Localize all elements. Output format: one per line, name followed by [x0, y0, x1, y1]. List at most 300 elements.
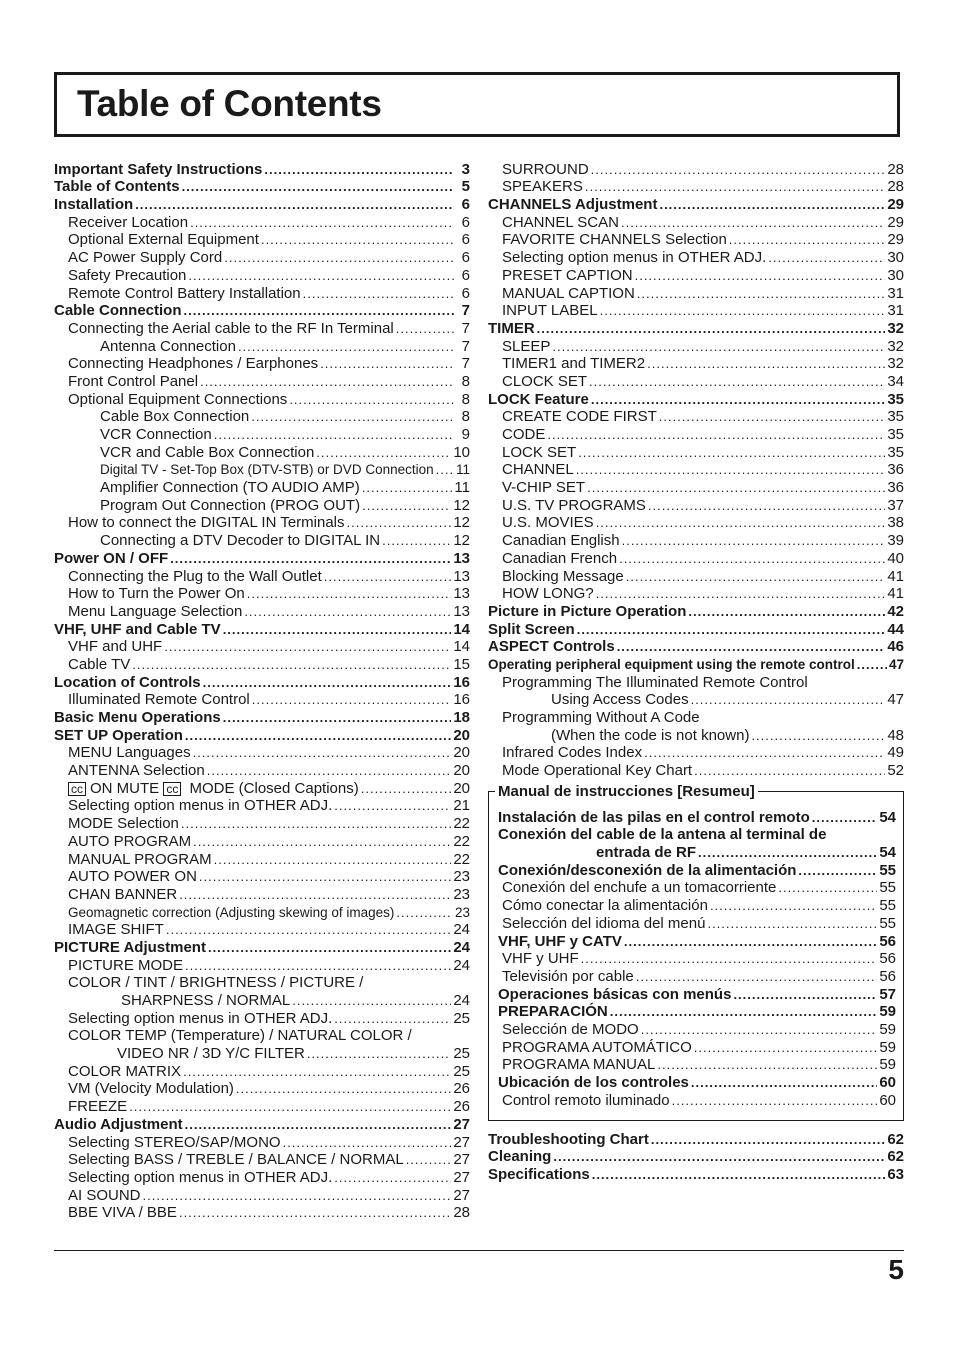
leader-dots [610, 1003, 878, 1020]
toc-entry-page: 29 [887, 196, 904, 214]
toc-entry [54, 585, 470, 603]
toc-entry-label: VIDEO NR / 3D Y/C FILTER [117, 1045, 305, 1063]
toc-entry-page: 26 [453, 1098, 470, 1116]
toc-entry-label: CHANNEL [502, 461, 574, 479]
toc-entry [54, 178, 470, 196]
leader-dots [307, 1045, 451, 1062]
leader-dots [812, 809, 878, 826]
toc-entry [488, 248, 904, 266]
toc-entry-page: 57 [879, 985, 896, 1003]
toc-entry-page: 55 [879, 879, 896, 897]
toc-entry-page: 35 [887, 443, 904, 461]
toc-entry-label: Front Control Panel [68, 372, 199, 390]
toc-entry-page: 20 [453, 762, 470, 780]
toc-entry [54, 1027, 470, 1045]
cc-icon: cc [163, 782, 181, 796]
toc-entry [488, 478, 904, 496]
leader-dots [707, 915, 877, 932]
toc-entry [54, 797, 470, 815]
leader-dots [637, 285, 886, 302]
toc-entry-page: 62 [887, 1130, 904, 1148]
toc-entry-page: 15 [453, 655, 470, 673]
toc-entry-label: SHARPNESS / NORMAL [121, 992, 291, 1009]
toc-entry-label: VCR Connection [100, 426, 212, 443]
leader-dots [768, 249, 885, 266]
toc-entry [54, 284, 470, 302]
toc-entry [54, 1097, 470, 1115]
toc-entry-label: Selecting option menus in OTHER ADJ. [68, 1009, 333, 1027]
leader-dots [694, 762, 885, 779]
title-box [54, 72, 900, 137]
toc-entry [498, 896, 896, 914]
toc-entry-page: 35 [887, 408, 904, 426]
toc-entry [54, 814, 470, 832]
toc-entry-label: Basic Menu Operations [54, 709, 221, 726]
leader-dots [589, 373, 885, 390]
toc-entry [54, 461, 470, 479]
toc-entry [54, 496, 470, 514]
toc-entry-page: 35 [887, 390, 904, 408]
toc-entry-page: 54 [879, 808, 896, 826]
footer-divider [54, 1250, 904, 1251]
toc-entry-label: Cable Connection [54, 302, 182, 320]
leader-dots [362, 479, 453, 496]
leader-dots [659, 196, 885, 213]
toc-entry-label: Location of Controls [54, 673, 201, 691]
toc-entry-label: Selección del idioma del menú [502, 914, 706, 932]
toc-entry-page: 32 [887, 337, 904, 355]
toc-entry-page: 47 [888, 656, 904, 672]
toc-entry-page: 11 [455, 462, 470, 478]
toc-entry-page: 12 [453, 496, 470, 514]
toc-entry [498, 1091, 896, 1109]
toc-entry [488, 160, 904, 178]
toc-entry-page: 22 [453, 832, 470, 850]
toc-entry [54, 337, 470, 355]
toc-entry-label: Infrared Codes Index [502, 744, 643, 762]
toc-entry-label: INPUT LABEL [502, 302, 598, 320]
toc-entry-page: 8 [461, 408, 470, 426]
toc-entry-page: 56 [879, 967, 896, 985]
toc-entry-label: PICTURE MODE [68, 956, 184, 974]
toc-entry-page: 28 [887, 160, 904, 178]
toc-entry-page: 42 [887, 602, 904, 620]
toc-entry [488, 213, 904, 231]
leader-dots [188, 267, 454, 284]
toc-entry-label: Selecting STEREO/SAP/MONO [68, 1133, 281, 1151]
toc-entry [498, 914, 896, 932]
toc-entry-label: Cleaning [488, 1148, 552, 1166]
leader-dots [553, 1148, 885, 1165]
leader-dots [166, 921, 451, 938]
toc-entry-page: 32 [887, 355, 904, 373]
toc-entry-label: Programming The Illuminated Remote Control [502, 673, 808, 691]
toc-entry-page: 32 [887, 319, 904, 337]
leader-dots [208, 939, 451, 956]
toc-entry-label: entrada de RF [596, 844, 697, 862]
toc-entry [498, 1038, 896, 1056]
leader-dots [596, 585, 886, 602]
toc-entry-label: PROGRAMA MANUAL [502, 1056, 656, 1074]
toc-entry-label: VM (Velocity Modulation) [68, 1080, 234, 1098]
toc-entry [488, 567, 904, 585]
toc-entry [498, 861, 896, 879]
toc-entry-label: CREATE CODE FIRST [502, 408, 657, 426]
toc-entry-page: 7 [461, 302, 470, 320]
toc-entry-page: 27 [453, 1186, 470, 1204]
leader-dots [587, 479, 885, 496]
toc-entry-page: 21 [453, 797, 470, 815]
leader-dots [641, 1021, 878, 1038]
toc-entry-label: Picture in Picture Operation [488, 602, 687, 620]
toc-entry-label: Safety Precaution [68, 266, 187, 284]
toc-entry [54, 868, 470, 886]
toc-entry [488, 372, 904, 390]
toc-entry-label: CHAN BANNER [68, 885, 178, 903]
toc-entry-page: 52 [887, 762, 904, 780]
spanish-summary-legend: Manual de instrucciones [Resumeu] [495, 783, 758, 800]
toc-entry-page: 29 [887, 213, 904, 231]
toc-entry-page: 55 [879, 914, 896, 932]
toc-entry [54, 1009, 470, 1027]
toc-entry [54, 231, 470, 249]
toc-entry-label: Digital TV - Set-Top Box (DTV-STB) or DVD Connection [100, 462, 434, 478]
toc-entry [488, 496, 904, 514]
page-title: Table of Contents [77, 83, 382, 124]
toc-entry-page: 24 [453, 938, 470, 956]
toc-entry [488, 1130, 904, 1148]
toc-entry-label: (When the code is not known) [551, 726, 750, 744]
toc-entry-page: 41 [887, 585, 904, 603]
toc-entry [488, 231, 904, 249]
leader-dots [238, 338, 454, 355]
toc-entry [498, 1003, 896, 1021]
toc-entry [54, 514, 470, 532]
toc-entry [54, 531, 470, 549]
leader-dots [624, 933, 877, 950]
leader-dots [264, 161, 454, 178]
toc-entry [488, 302, 904, 320]
toc-entry-page: 13 [453, 585, 470, 603]
leader-dots [798, 862, 877, 879]
leader-dots [691, 691, 886, 708]
leader-dots [396, 320, 454, 337]
toc-entry-label: COLOR / TINT / BRIGHTNESS / PICTURE / [68, 974, 364, 992]
toc-entry-page: 60 [879, 1074, 896, 1091]
toc-entry-label: Operating peripheral equipment using the remote control [488, 656, 855, 672]
toc-entry [488, 1148, 904, 1166]
toc-entry-label: VHF y UHF [502, 950, 579, 968]
toc-entry-page: 23 [454, 904, 470, 920]
toc-entry-label: TIMER [488, 319, 535, 337]
toc-entry [54, 744, 470, 762]
toc-entry [54, 478, 470, 496]
toc-entry-label: AUTO PROGRAM [68, 832, 192, 850]
toc-entry-page: 27 [453, 1133, 470, 1151]
toc-entry-label: Connecting a DTV Decoder to DIGITAL IN [100, 532, 381, 550]
leader-dots [223, 709, 452, 726]
toc-entry-page: 27 [453, 1151, 470, 1169]
toc-entry [498, 932, 896, 950]
toc-entry-page: 30 [887, 249, 904, 267]
toc-entry [54, 355, 470, 373]
toc-entry-page: 14 [453, 620, 470, 638]
toc-entry [54, 938, 470, 956]
toc-entry-label: Cómo conectar la alimentación [502, 897, 708, 915]
toc-entry [488, 585, 904, 603]
toc-entry-page: 16 [453, 673, 470, 691]
leader-dots [436, 461, 454, 478]
leader-dots [303, 285, 454, 302]
toc-entry [498, 967, 896, 985]
toc-entry-page: 20 [453, 779, 470, 797]
toc-entry-label: FAVORITE CHANNELS Selection [502, 231, 727, 249]
toc-entry [488, 638, 904, 656]
toc-entry-page: 59 [879, 1038, 896, 1056]
toc-entry [54, 956, 470, 974]
toc-entry [488, 673, 904, 691]
toc-entry-page: 14 [453, 638, 470, 656]
leader-dots [688, 603, 885, 620]
toc-entry [54, 160, 470, 178]
leader-dots [648, 497, 885, 514]
leader-dots [199, 868, 451, 885]
toc-entry [54, 691, 470, 709]
leader-dots [651, 1131, 885, 1148]
toc-entry [488, 620, 904, 638]
toc-entry-page: 25 [453, 1009, 470, 1027]
toc-entry-label: Blocking Message [502, 567, 624, 585]
toc-entry [488, 461, 904, 479]
toc-entry-label: Connecting the Plug to the Wall Outlet [68, 567, 322, 585]
leader-dots [179, 886, 451, 903]
leader-dots [591, 391, 885, 408]
toc-entry-label: Cable Box Connection [100, 408, 250, 426]
toc-entry-page: 59 [879, 1020, 896, 1038]
toc-entry [488, 319, 904, 337]
leader-dots [251, 408, 454, 425]
toc-entry [498, 1073, 896, 1091]
leader-dots [129, 1098, 451, 1115]
toc-entry [54, 319, 470, 337]
leader-dots [164, 638, 451, 655]
leader-dots [581, 950, 878, 967]
toc-entry-label: Operaciones básicas con menús [498, 985, 732, 1003]
leader-dots [223, 621, 452, 638]
toc-entry-label: Connecting the Aerial cable to the RF In Terminal [68, 319, 394, 337]
toc-entry-label: Menu Language Selection [68, 602, 243, 620]
leader-dots [585, 178, 885, 195]
toc-entry [488, 266, 904, 284]
toc-entry [54, 1186, 470, 1204]
toc-entry-page: 7 [461, 319, 470, 337]
toc-entry-page: 36 [887, 461, 904, 479]
leader-dots [619, 550, 885, 567]
toc-entry-label: MANUAL CAPTION [502, 284, 635, 302]
leader-dots [600, 302, 886, 319]
toc-entry [488, 390, 904, 408]
toc-entry-label: Mode Operational Key Chart [502, 762, 693, 780]
toc-entry [498, 843, 896, 861]
toc-entry [54, 708, 470, 726]
leader-dots [185, 1116, 452, 1133]
toc-entry-page: 7 [461, 337, 470, 355]
toc-entry-label: CLOCK SET [502, 372, 588, 390]
leader-dots [626, 568, 886, 585]
toc-entry [54, 779, 470, 797]
leader-dots [710, 897, 877, 914]
toc-entry [488, 549, 904, 567]
toc-entry-label: LOCK SET [502, 443, 577, 461]
toc-entry [54, 1151, 470, 1169]
leader-dots [733, 986, 877, 1003]
toc-entry-page: 23 [453, 868, 470, 886]
leader-dots [316, 444, 451, 461]
toc-entry [54, 1168, 470, 1186]
toc-entry-label: Selección de MODO [502, 1020, 639, 1038]
leader-dots [170, 550, 451, 567]
toc-entry-page: 11 [454, 479, 470, 497]
leader-dots [289, 391, 454, 408]
toc-entry-page: 12 [453, 532, 470, 550]
toc-entry [54, 1080, 470, 1098]
leader-dots [406, 1151, 452, 1168]
toc-entry [498, 1020, 896, 1038]
toc-entry [54, 1044, 470, 1062]
toc-entry-label: Installation [54, 196, 134, 214]
toc-entry-page: 36 [887, 479, 904, 497]
toc-entry-page: 44 [887, 620, 904, 638]
toc-entry-page: 12 [453, 514, 470, 532]
toc-entry-page: 23 [453, 885, 470, 903]
toc-entry-page: 41 [887, 567, 904, 585]
toc-entry [54, 390, 470, 408]
toc-entry-label: PICTURE Adjustment [54, 938, 206, 956]
toc-entry [498, 950, 896, 968]
leader-dots [672, 1092, 878, 1109]
toc-entry-page: 6 [461, 284, 470, 302]
leader-dots [181, 815, 451, 832]
leader-dots [190, 214, 454, 231]
toc-entry-label: Cable TV [68, 655, 131, 673]
toc-entry [488, 178, 904, 196]
toc-entry [488, 284, 904, 302]
toc-entry [54, 921, 470, 939]
leader-dots [183, 1063, 451, 1080]
toc-entry-label: Selecting option menus in OTHER ADJ. [68, 1168, 333, 1186]
toc-entry-page: 56 [879, 950, 896, 968]
toc-entry-page: 63 [887, 1166, 904, 1184]
toc-entry-page: 38 [887, 514, 904, 532]
toc-entry-page: 31 [887, 284, 904, 302]
toc-entry-label: Control remoto iluminado [502, 1091, 670, 1109]
toc-entry-label: VHF, UHF y CATV [498, 932, 622, 950]
toc-entry [54, 1133, 470, 1151]
toc-entry-page: 29 [887, 231, 904, 249]
toc-entry-label: Split Screen [488, 620, 575, 638]
toc-entry [54, 567, 470, 585]
toc-entry-page: 7 [461, 355, 470, 373]
toc-entry-label: TIMER1 and TIMER2 [502, 355, 646, 373]
toc-entry-label: Selecting BASS / TREBLE / BALANCE / NORMAL [68, 1151, 404, 1169]
toc-entry-page: 13 [453, 567, 470, 585]
toc-entry-label: Televisión por cable [502, 967, 634, 985]
toc-entry-label: Audio Adjustment [54, 1115, 183, 1133]
toc-entry-page: 9 [461, 426, 470, 443]
toc-entry [54, 372, 470, 390]
toc-entry [54, 620, 470, 638]
toc-entry-label: SURROUND [502, 160, 589, 178]
toc-entry-page: 24 [453, 992, 470, 1009]
leader-dots [135, 196, 454, 213]
toc-entry-label: SLEEP [502, 337, 551, 355]
toc-entry [488, 355, 904, 373]
leader-dots [203, 674, 452, 691]
leader-dots [552, 338, 885, 355]
toc-entry-page: 6 [461, 266, 470, 284]
toc-entry [54, 302, 470, 320]
toc-entry [54, 549, 470, 567]
toc-entry-label: VCR and Cable Box Connection [100, 443, 315, 461]
toc-entry-page: 31 [887, 302, 904, 320]
toc-entry [54, 885, 470, 903]
toc-entry [54, 266, 470, 284]
toc-entry-label: U.S. TV PROGRAMS [502, 496, 646, 514]
leader-dots [578, 444, 885, 461]
toc-entry-label: Amplifier Connection (TO AUDIO AMP) [100, 479, 360, 497]
leader-dots [635, 267, 886, 284]
toc-entry-page: 59 [879, 1003, 896, 1021]
toc-entry-label: Geomagnetic correction (Adjusting skewing of images) [68, 904, 395, 920]
toc-entry-page: 13 [453, 602, 470, 620]
toc-entry-label: BBE VIVA / BBE [68, 1204, 177, 1222]
leader-dots [185, 957, 451, 974]
toc-entry-page: 40 [887, 549, 904, 567]
toc-entry-page: 28 [453, 1204, 470, 1222]
toc-entry-label: Program Out Connection (PROG OUT) [100, 496, 361, 514]
toc-entry-page: 24 [453, 921, 470, 939]
leader-dots [751, 727, 885, 744]
toc-entry-label: MENU Languages [68, 744, 191, 762]
toc-entry [54, 638, 470, 656]
toc-entry-label: Canadian French [502, 549, 618, 567]
page-number: 5 [888, 1254, 904, 1285]
toc-entry-label: Programming Without A Code [502, 709, 700, 726]
toc-entry [54, 443, 470, 461]
toc-entry [54, 850, 470, 868]
toc-entry [488, 655, 904, 673]
leader-dots [182, 178, 454, 195]
toc-entry-label: Conexión del enchufe a un tomacorriente [502, 879, 777, 897]
toc-entry-page: 6 [461, 213, 470, 231]
toc-entry-page: 13 [453, 549, 470, 567]
toc-entry-label: FREEZE [68, 1098, 128, 1116]
toc-entry-label: How to connect the DIGITAL IN Terminals [68, 514, 345, 532]
toc-bottom-list [488, 1130, 904, 1183]
toc-entry [488, 691, 904, 709]
toc-entry-label: HOW LONG? [502, 585, 594, 603]
toc-entry [488, 744, 904, 762]
spanish-summary-list [498, 808, 896, 1109]
toc-entry-label: AC Power Supply Cord [68, 249, 223, 267]
toc-entry-label: Instalación de las pilas en el control remoto [498, 808, 810, 826]
toc-entry-label: Important Safety Instructions [54, 160, 263, 178]
toc-entry [498, 1056, 896, 1074]
toc-entry [54, 974, 470, 992]
toc-entry-label: How to Turn the Power On [68, 585, 245, 603]
toc-entry [488, 195, 904, 213]
toc-entry-label: COLOR MATRIX [68, 1062, 182, 1080]
